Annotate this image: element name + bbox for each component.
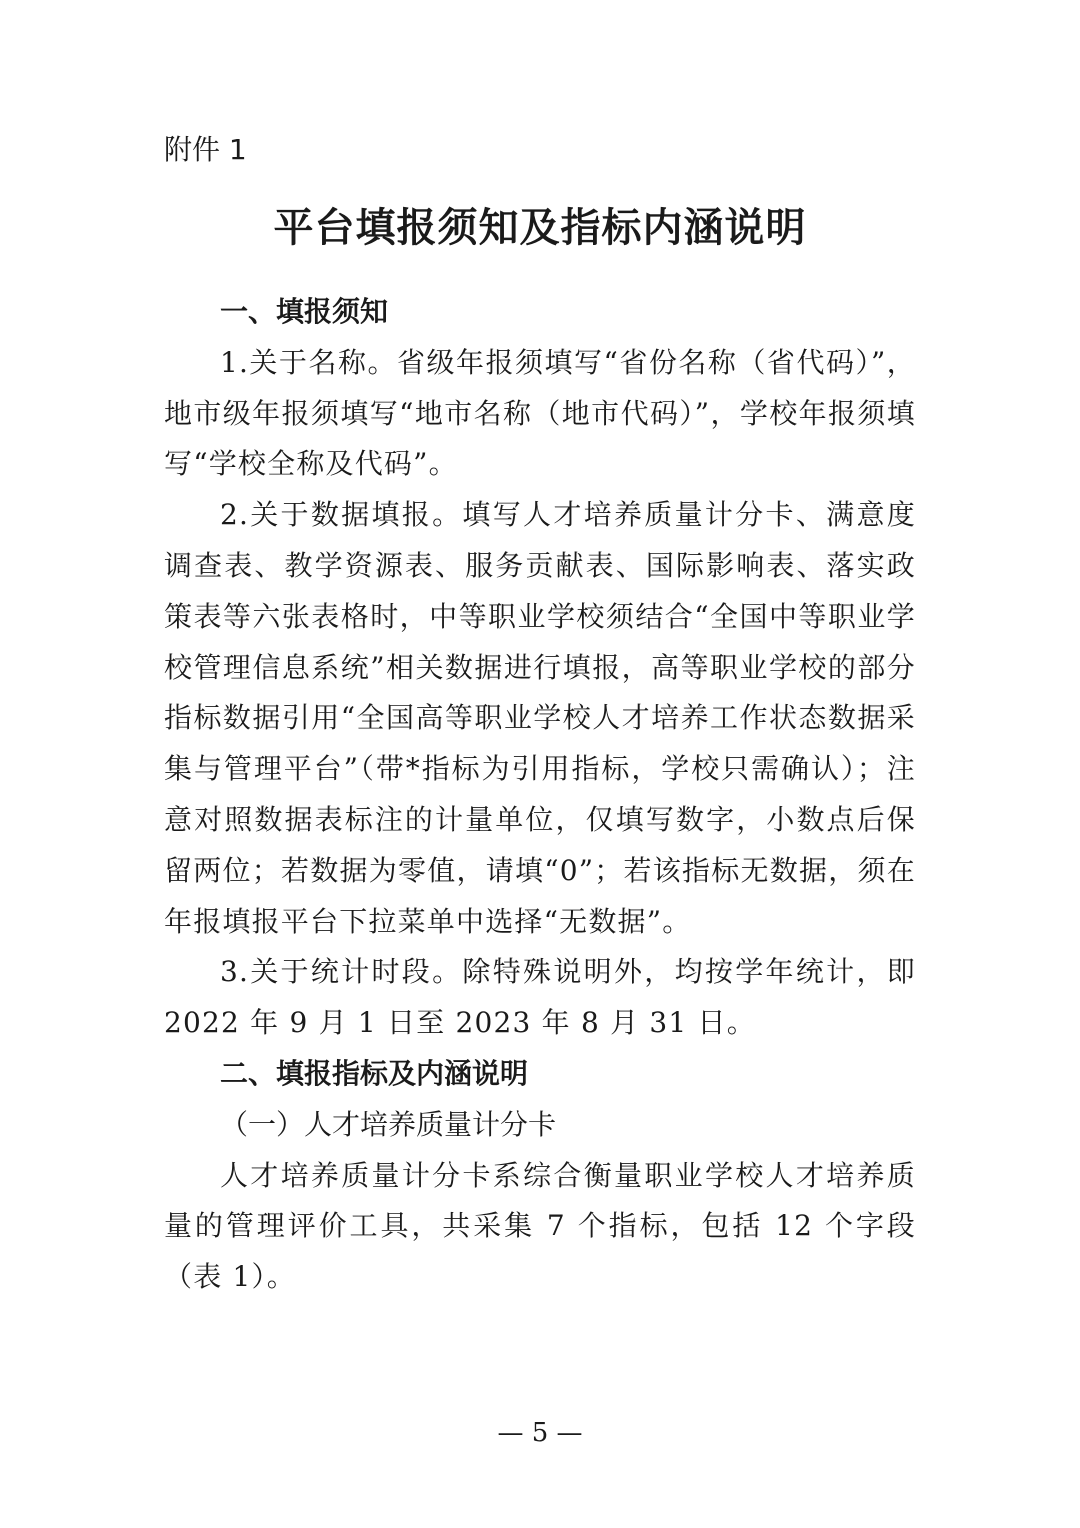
paragraph-data-filling: 2.关于数据填报。填写人才培养质量计分卡、满意度调查表、教学资源表、服务贡献表、国际影响表、落实政策表等六张表格时，中等职业学校须结合“全国中等职业学校管理信息系统”相关数据进行填报，高等职业学校的部分指标数据引用“全国高等职业学校人才培养工作状态数据采集与管理平台”（带*指标为引用指标，学校只需确认）；注意对照数据表标注的计量单位，仅填写数字，小数点后保留两位；若数据为零值，请填“0”；若该指标无数据，须在年报填报平台下拉菜单中选择“无数据”。 [164, 498, 916, 938]
section-heading-filling-notes: 一、填报须知 [220, 295, 389, 328]
section-heading-indicators: 二、填报指标及内涵说明 [220, 1056, 529, 1090]
attachment-label: 附件 1 [164, 133, 247, 166]
paragraph-scorecard: 人才培养质量计分卡系综合衡量职业学校人才培养质量的管理评价工具，共采集 7 个指标，包括 12 个字段（表 1）。 [164, 1158, 916, 1294]
subsection-heading-scorecard: （一）人才培养质量计分卡 [220, 1107, 557, 1141]
paragraph-naming: 1.关于名称。省级年报须填写“省份名称（省代码）”，地市级年报须填写“地市名称（地市代码）”，学校年报须填写“学校全称及代码”。 [164, 345, 916, 481]
paragraph-statistical-period: 3.关于统计时段。除特殊说明外，均按学年统计，即 2022 年 9 月 1 日至 2023 年 8 月 31 日。 [164, 955, 916, 1040]
document-title: 平台填报须知及指标内涵说明 [273, 204, 807, 251]
page-number: — 5 — [497, 1418, 583, 1448]
document-body [164, 287, 916, 1303]
